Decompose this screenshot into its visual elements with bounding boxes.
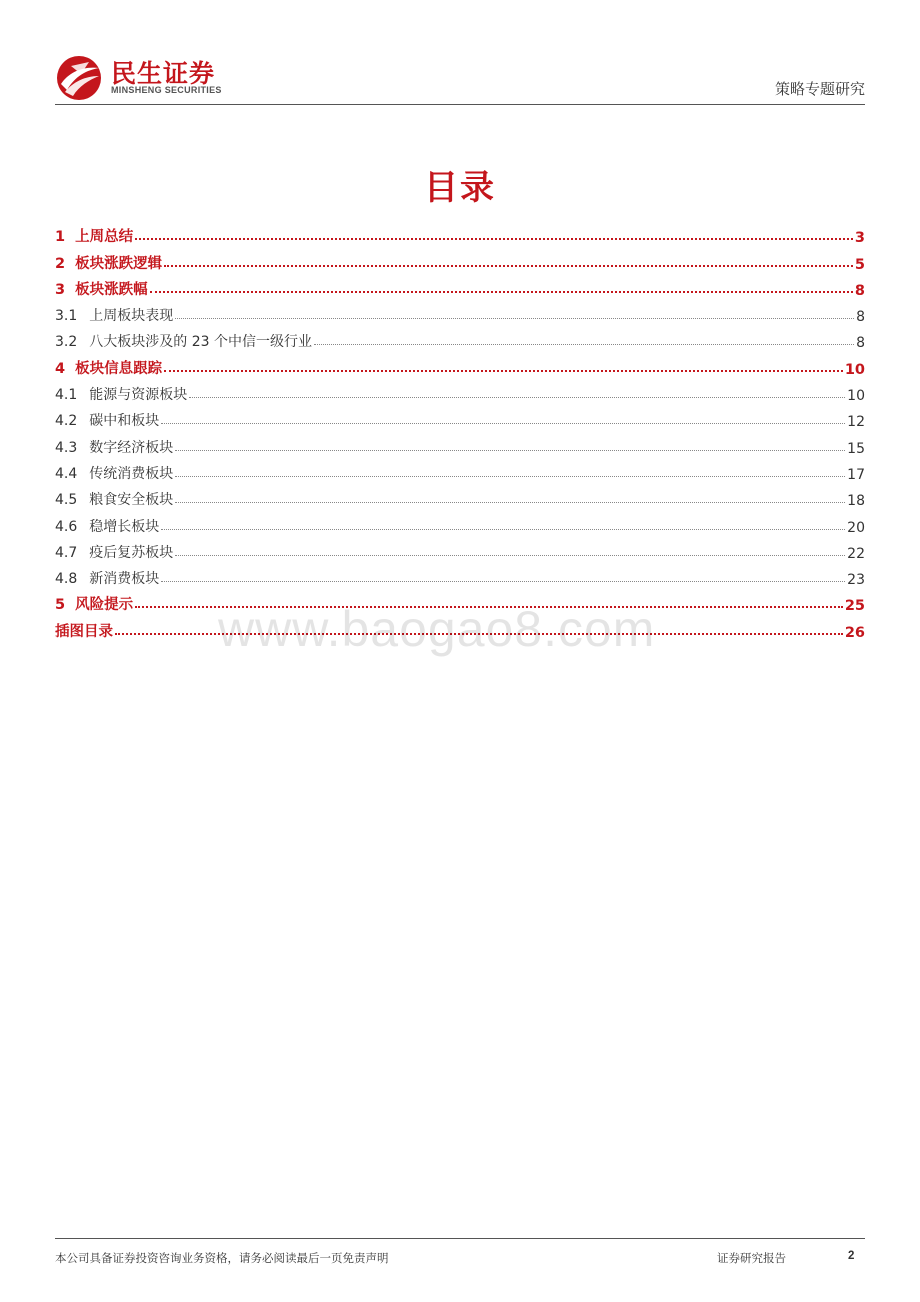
- toc-entry-number: 3: [55, 281, 66, 298]
- toc-page-number: 17: [847, 466, 865, 483]
- toc-entry-text: 风险提示: [75, 597, 134, 614]
- toc-leader-dots: [161, 423, 845, 424]
- toc-entry-text: 插图目录: [55, 623, 113, 640]
- toc-entry-number: 1: [55, 229, 66, 246]
- toc-page-number: 25: [844, 598, 865, 615]
- footer-divider: [55, 1238, 865, 1239]
- toc-entry-text: 板块涨跌逻辑: [75, 255, 163, 272]
- toc-page-number: 8: [854, 282, 865, 299]
- toc-leader-dots: [175, 318, 854, 319]
- toc-entry-label: [55, 568, 161, 588]
- toc-page-number: 18: [847, 493, 865, 510]
- toc-entry-number: 5: [55, 597, 66, 614]
- toc-page-number: 10: [847, 388, 865, 405]
- toc-page-number: 20: [847, 519, 865, 536]
- page-header: [55, 50, 865, 104]
- minsheng-logo-icon: [55, 54, 103, 102]
- toc-entry[interactable]: [55, 562, 865, 588]
- toc-entry-text: 数字经济板块: [89, 439, 174, 456]
- toc-entry-text: 板块信息跟踪: [75, 360, 163, 377]
- toc-entry-number: 4.3: [55, 439, 78, 456]
- toc-entry-text: 上周总结: [75, 229, 134, 246]
- toc-entry-text: 传统消费板块: [89, 465, 174, 482]
- toc-entry-label: [55, 384, 189, 404]
- toc-entry-label: [55, 542, 175, 562]
- toc-entry[interactable]: [55, 246, 865, 272]
- toc-page-number: 8: [856, 335, 865, 352]
- toc-leader-dots: [161, 581, 845, 582]
- toc-entry-text: 八大板块涉及的 23 个中信一级行业: [89, 334, 312, 351]
- footer-disclaimer: 本公司具备证券投资咨询业务资格，请务必阅读最后一页免责声明: [55, 1251, 389, 1265]
- toc-entry-text: 上周板块表现: [89, 308, 174, 325]
- toc-entry-text: 新消费板块: [89, 571, 160, 588]
- toc-entry-number: 4.7: [55, 544, 78, 561]
- toc-entry-label: [55, 593, 135, 614]
- toc-entry-text: 能源与资源板块: [89, 387, 188, 404]
- toc-entry-label: [55, 278, 150, 299]
- toc-leader-dots: [164, 265, 853, 267]
- toc-entry-label: [55, 225, 135, 246]
- toc-entry-number: 4.1: [55, 387, 78, 404]
- toc-entry-number: 3.2: [55, 334, 78, 351]
- toc-entry-number: 4.2: [55, 413, 78, 430]
- toc-leader-dots: [314, 344, 854, 345]
- toc-page-number: 5: [854, 256, 865, 273]
- toc-page-number: 22: [847, 545, 865, 562]
- toc-entry-text: 板块涨跌幅: [75, 281, 148, 298]
- toc-entry-number: 4: [55, 360, 66, 377]
- toc-entry-label: [55, 516, 161, 536]
- toc-entry[interactable]: [55, 299, 865, 325]
- toc-entry-label: [55, 489, 175, 509]
- toc-entry[interactable]: [55, 430, 865, 456]
- toc-leader-dots: [175, 502, 845, 503]
- toc-entry[interactable]: [55, 457, 865, 483]
- toc-entry-label: [55, 357, 164, 378]
- toc-page-number: 8: [856, 309, 865, 326]
- brand-name-en: MINSHENG SECURITIES: [111, 85, 222, 95]
- toc-entry-text: 粮食安全板块: [89, 492, 174, 509]
- table-of-contents: [55, 220, 865, 641]
- footer-report-category: 证券研究报告: [717, 1251, 786, 1265]
- toc-leader-dots: [161, 529, 845, 530]
- toc-entry[interactable]: [55, 536, 865, 562]
- toc-leader-dots: [164, 370, 843, 372]
- toc-entry[interactable]: [55, 378, 865, 404]
- toc-entry[interactable]: [55, 404, 865, 430]
- toc-entry-number: 4.5: [55, 492, 78, 509]
- toc-leader-dots: [150, 291, 853, 293]
- toc-entry[interactable]: [55, 220, 865, 246]
- toc-entry[interactable]: [55, 273, 865, 299]
- toc-entry[interactable]: [55, 509, 865, 535]
- toc-entry-number: 2: [55, 255, 66, 272]
- watermark: www.baogao8.com: [218, 601, 656, 657]
- toc-entry-label: [55, 252, 164, 273]
- report-type: 策略专题研究: [774, 80, 865, 98]
- toc-entry-text: 疫后复苏板块: [89, 544, 174, 561]
- toc-entry-number: 3.1: [55, 308, 78, 325]
- header-divider: [55, 104, 865, 105]
- toc-entry[interactable]: [55, 325, 865, 351]
- toc-entry-label: [55, 620, 115, 641]
- toc-entry-number: 4.8: [55, 571, 78, 588]
- toc-entry-number: 4.4: [55, 465, 78, 482]
- toc-leader-dots: [175, 476, 845, 477]
- toc-title: 目录: [424, 168, 496, 208]
- toc-leader-dots: [189, 397, 845, 398]
- toc-entry-number: 4.6: [55, 518, 78, 535]
- toc-entry-text: 碳中和板块: [89, 413, 160, 430]
- toc-entry-label: [55, 463, 175, 483]
- toc-page-number: 3: [854, 230, 865, 247]
- toc-entry-label: [55, 410, 161, 430]
- toc-page-number: 23: [847, 572, 865, 589]
- toc-leader-dots: [175, 555, 845, 556]
- toc-leader-dots: [175, 450, 845, 451]
- toc-entry[interactable]: [55, 351, 865, 377]
- toc-entry[interactable]: [55, 483, 865, 509]
- brand-name-cn: 民生证券: [111, 59, 216, 88]
- toc-entry-label: [55, 437, 175, 457]
- toc-entry-label: [55, 305, 175, 325]
- toc-page-number: 26: [844, 624, 865, 641]
- toc-page-number: 12: [847, 414, 865, 431]
- toc-page-number: 15: [847, 440, 865, 457]
- toc-entry-text: 稳增长板块: [89, 518, 160, 535]
- page-number: 2: [848, 1250, 855, 1262]
- toc-leader-dots: [135, 238, 853, 240]
- toc-page-number: 10: [844, 361, 865, 378]
- toc-entry-label: [55, 331, 314, 351]
